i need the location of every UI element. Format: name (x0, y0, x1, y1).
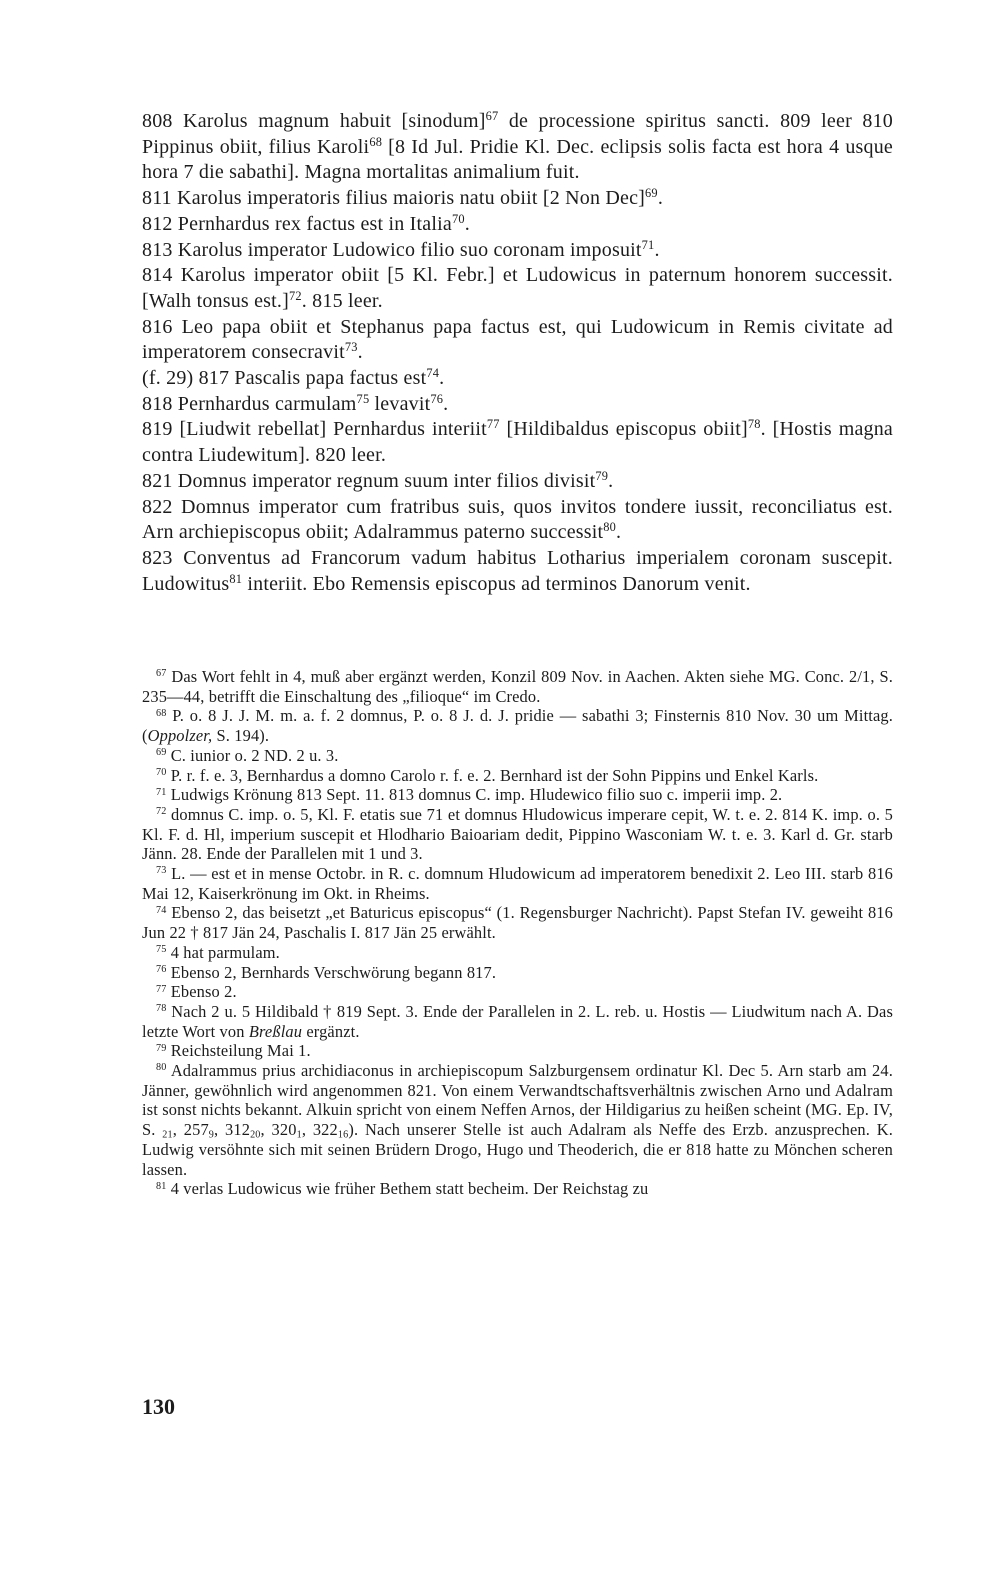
footnote-76: $^{76}$ Ebenso 2, Bernhards Verschwörung begann 817. (156, 962, 497, 982)
footnote-ref[interactable]: 74 (426, 366, 440, 381)
footnote-ref[interactable]: 80 (603, 520, 617, 535)
footnote-ref[interactable]: 69 (645, 186, 658, 201)
footnote-81: $^{81}$ 4 verlas Ludowicus wie früher Bethem statt becheim. Der Reichstag zu (156, 1179, 649, 1199)
entry-816: 816 Leo papa obiit et Stephanus papa factus est, qui Ludowicum in Remis civitate ad imperatorem consecravit$^{73}$. (142, 315, 893, 364)
footnote-number: 67 (156, 668, 167, 680)
page-number: 130 (142, 1394, 175, 1419)
footnote-ref[interactable]: 70 (451, 212, 465, 226)
footnote-78: $^{78}$ Nach 2 u. 5 Hildibald † 819 Sept. 3. Ende der Parallelen in 2. L. reb. u. Hostis — Liudwitum nach A. Das letzte Wort von Breßlau ergänzt. (142, 1001, 893, 1041)
footnote-80: $^{80}$ Adalrammus prius archidiaconus in archiepiscopum Salzburgensem ordinatur Kl. Dec 5. Arn starb am 24. Jänner, gewöhnlich wird angenommen 821. Von einem Verwandtschaftsverhältnis zwischen Arno und Adalram ist sonst nichts bekannt. Alkuin spricht von einem Neffen Arnos, der Hildigarius zu heißen scheint (MG. Ep. IV, S. $_{21}$, $257_9$, $312_{20}$, $320_1$, $322_{16}$). Nach unserer Stelle ist auch Adalram als Neffe des Erzb. anzusprechen. K. Ludwig versöhnte sich mit seinen Brüdern Drogo, Hugo und Theoderich, die er 818 hatte zu Mönchen scheren lassen. (142, 1061, 894, 1179)
entry-822: 822 Domnus imperator cum fratribus suis, quos invitos tondere iussit, reconciliatus est. Arn archiepiscopus obiit; Adalrammus paterno successit$^{80}$. (142, 495, 893, 544)
entry-813: 813 Karolus imperator Ludowico filio suo coronam imposuit$^{71}$. (142, 237, 660, 261)
entry-817: (f. 29) 817 Pascalis papa factus est$^{74}$. (142, 366, 445, 390)
entry-819: 819 [Liudwit rebellat] Pernhardus interiit$^{77}$ [Hildibaldus episcopus obiit]$^{78}$. [Hostis magna contra Liudewitum]. 820 leer. (142, 417, 894, 467)
entry-808: 808 Karolus magnum habuit [sinodum]$^{67}$ de processione spiritus sancti. 809 leer 810 Pippinus obiit, filius Karoli$^{68}$ [8 Id Jul. Pridie Kl. Dec. eclipsis solis facta est hora 4 usque hora 7 die sabathi]. Magna mortalitas animalium fuit. (142, 109, 893, 184)
footnote-74: $^{74}$ Ebenso 2, das beisetzt „et Baturicus episcopus“ (1. Regensburger Nachricht). Papst Stefan IV. geweiht 816 Jun 22 † 817 Jän 24, Paschalis I. 817 Jän 25 erwählt. (142, 903, 893, 943)
footnote-number: 78 (156, 1003, 167, 1015)
footnote-ref[interactable]: 73 (344, 340, 358, 355)
footnote-number: 77 (156, 983, 167, 995)
footnote-79: $^{79}$ Reichsteilung Mai 1. (156, 1041, 311, 1061)
footnotes (142, 667, 893, 1199)
footnote-number: 70 (156, 766, 167, 778)
footnote-number: 80 (156, 1062, 167, 1074)
entry-811: 811 Karolus imperatoris filius maioris natu obiit [2 Non Dec]$^{69}$. (142, 186, 664, 210)
footnote-number: 79 (156, 1042, 167, 1054)
main-text (142, 109, 893, 597)
footnote-ref[interactable]: 78 (747, 417, 761, 432)
footnote-68: $^{68}$ P. o. 8 J. J. M. m. a. f. 2 domnus, P. o. 8 J. d. J. pridie — sabathi 3; Finsternis 810 Nov. 30 um Mittag. (Oppolzer, S. 194). (142, 706, 893, 746)
footnote-ref[interactable]: 81 (229, 571, 243, 586)
footnote-73: $^{73}$ L. — est et in mense Octobr. in R. c. domnum Hludowicum ad imperatorem benedixit 2. Leo III. starb 816 Mai 12, Kaiserkrönung im Okt. in Rheims. (142, 864, 894, 903)
entry-814: 814 Karolus imperator obiit [5 Kl. Febr.] et Ludowicus in paternum honorem successit. [Walh tonsus est.]$^{72}$. 815 leer. (142, 264, 893, 312)
footnote-ref[interactable]: 76 (430, 391, 444, 406)
footnote-67: $^{67}$ Das Wort fehlt in 4, muß aber ergänzt werden, Konzil 809 Nov. in Aachen. Akten siehe MG. Conc. 2/1, S. 235—44, betrifft die Einschaltung des „filioque“ im Credo. (142, 667, 893, 706)
footnote-69: $^{69}$ C. iunior o. 2 ND. 2 u. 3. (156, 745, 339, 765)
footnote-number: 75 (156, 944, 167, 956)
entry-821: 821 Domnus imperator regnum suum inter filios divisit$^{79}$. (142, 469, 614, 492)
footnote-72: $^{72}$ domnus C. imp. o. 5, Kl. F. etatis sue 71 et domnus Hludowicus imperare cepit, W. t. e. 2. 814 K. imp. o. 5 Kl. F. d. Hl, imperium suscepit et Hlodhario Baioariam dedit, Pippino Wasconiam W. t. e. 3. Karl d. Gr. starb Jänn. 28. Ende der Parallelen mit 1 und 3. (142, 804, 893, 864)
footnote-ref[interactable]: 71 (641, 237, 655, 252)
footnote-number: 71 (156, 786, 167, 798)
footnote-number: 69 (156, 747, 167, 759)
footnote-70: $^{70}$ P. r. f. e. 3, Bernhardus a domno Carolo r. f. e. 2. Bernhard ist der Sohn Pippins und Enkel Karls. (156, 765, 819, 785)
footnote-ref[interactable]: 67 (485, 109, 499, 124)
footnote-77: $^{77}$ Ebenso 2. (156, 982, 237, 1002)
entry-818: 818 Pernhardus carmulam$^{75}$ levavit$^{76}$. (142, 391, 449, 415)
footnote-75: $^{75}$ 4 hat parmulam. (156, 942, 280, 962)
entry-823: 823 Conventus ad Francorum vadum habitus Lotharius imperialem coronam suscepit. Ludowitus$^{81}$ interiit. Ebo Remensis episcopus ad terminos Danorum venit. (142, 546, 893, 595)
footnote-71: $^{71}$ Ludwigs Krönung 813 Sept. 11. 813 domnus C. imp. Hludewico filio suo c. imperii imp. 2. (156, 785, 783, 805)
footnote-number: 74 (156, 904, 167, 916)
footnote-number: 76 (156, 963, 167, 975)
footnote-ref[interactable]: 79 (595, 469, 609, 484)
footnote-ref[interactable]: 72 (288, 289, 302, 304)
footnote-number: 68 (156, 707, 167, 719)
footnote-ref[interactable]: 77 (486, 417, 500, 432)
footnote-number: 73 (156, 865, 167, 877)
footnote-ref[interactable]: 75 (356, 391, 370, 406)
entry-812: 812 Pernhardus rex factus est in Italia$^{70}$. (142, 212, 470, 235)
footnote-number: 81 (156, 1180, 167, 1192)
footnote-number: 72 (156, 806, 167, 818)
footnote-ref[interactable]: 68 (369, 134, 383, 149)
